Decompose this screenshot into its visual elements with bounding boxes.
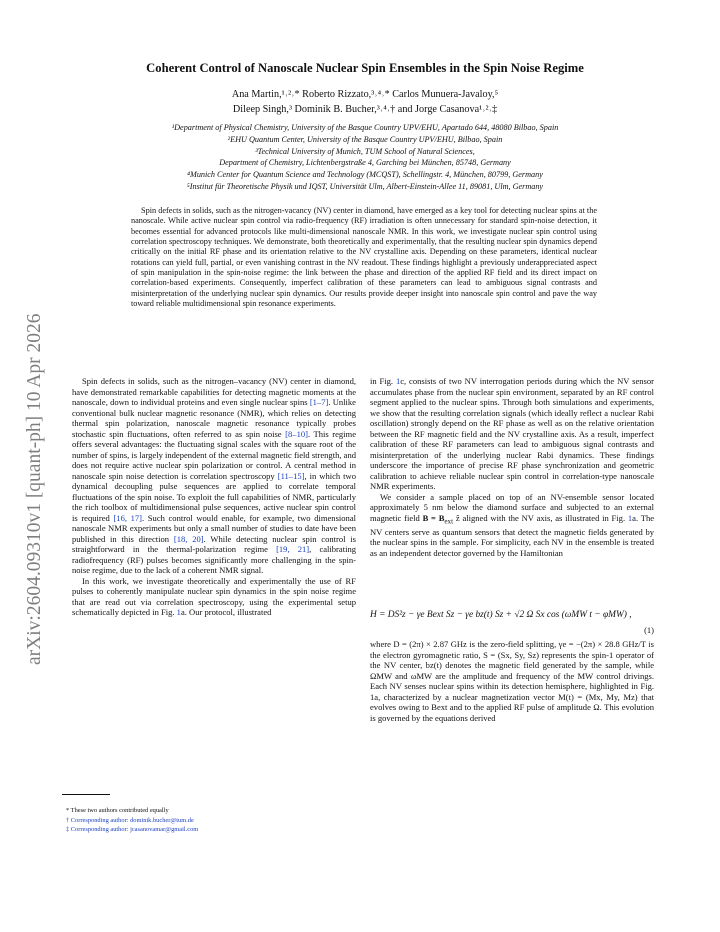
citation-link[interactable]: [8–10]: [285, 428, 308, 439]
author-line-1: Ana Martin,¹˒²˒* Roberto Rizzato,³˒⁴˒* Carlos Munuera-Javaloy,⁵: [231, 89, 499, 100]
arxiv-stamp: [10, 250, 50, 670]
affiliation-3-cont: Department of Chemistry, Lichtenbergstraße 4, Garching bei München, 85748, Germany: [219, 158, 511, 168]
citation-link[interactable]: [16, 17]: [113, 512, 143, 523]
footnotes: [66, 806, 326, 835]
equation-body: H = DS²z − γe Bext Sz − γe bz(t) Sz + √2 Ω Sx cos (ωMW t − φMW) ,: [370, 610, 632, 620]
right-paragraph-3: where D = (2π) × 2.87 GHz is the zero-field splitting, γe = −(2π) × 28.8 GHz/T is the electron gyromagnetic ratio, S = (Sx, Sy, Sz) represents the spin-1 operator of the NV center, bz(t) denotes the magnetic field generated by the sample, while ΩMW and ωMW are the amplitude and frequency of the MW control drivings. Each NV senses nuclear spins within its detection hemisphere, highlighted in Fig. 1a, characterized by a nuclear magnetization vector M(t) = (Mx, My, Mz) that evolves owing to Bext and to the applied RF pulse of amplitude Ω. This evolution is governed by the equations derived: [370, 639, 654, 723]
paper-title: Coherent Control of Nanoscale Nuclear Spin Ensembles in the Spin Noise Regime: [146, 61, 584, 75]
citation-link[interactable]: [18, 20]: [173, 533, 204, 544]
arxiv-id-text: arXiv:2604.09310v1 [quant-ph] 10 Apr 2026: [24, 313, 45, 665]
footnote-email-link[interactable]: † Corresponding author: dominik.bucher@tum.de: [66, 816, 194, 824]
right-paragraph-2: We consider a sample placed on top of an NV-ensemble sensor located approximately 5 nm below the diamond surface and subjected to an external magnetic field $B = B_{ext}$ ẑ aligned with the NV axis, as illustrated in Fig. 1a. The NV centers serve as quantum sensors that detect the magnetic fields generated by the nuclear spins in the sample. For simplicity, each NV in the ensemble is treated as an independent detector governed by the Hamiltonian: [370, 491, 655, 558]
citation-link[interactable]: [11–15]: [277, 470, 305, 481]
citation-link[interactable]: [19, 21]: [276, 544, 310, 554]
left-paragraph-1: Spin defects in solids, such as the nitrogen–vacancy (NV) center in diamond, have demonstrated remarkable capabilities for detecting magnetic moments at the nanoscale, down to individual proteins and even single nuclear spins [1–7]. Unlike conventional bulk nuclear magnetic resonance (NMR), which relies on detecting thermal spin polarization, nanoscale magnetic resonance typically probes stochastic spin fluctuations, often referred to as spin noise [8–10]. This regime offers several advantages: the fluctuating signal scales with the square root of the number of spins, is largely independent of the external magnetic field strength, and does not require active nuclear spin polarization or control. A central method in nanoscale spin noise detection is correlation spectroscopy [11–15], in which two dynamical decoupling pulse sequences are applied to correlate temporal fluctuations of the spin noise. To exploit the full capabilities of NMR, particularly the rich toolbox of multidimensional pulse sequences, active nuclear spin control is required [16, 17]. Such control would enable, for example, two dimensional nanoscale NMR experiments but only a small number of studies to date have been published in this direction [18, 20]. While detecting nuclear spin control is straightforward in the thermal-polarization regime [19, 21], calibrating radiofrequency (RF) pulses becomes significantly more challenging in the spin-noise regime, due to the lack of a coherent NMR signal.: [72, 376, 357, 575]
figure-link[interactable]: 1: [627, 512, 633, 523]
abstract: [131, 206, 597, 309]
right-paragraph-1: in Fig. 1c, consists of two NV interrogation periods during which the NV sensor accumulates phase from the nuclear spin environment, separated by an RF control segment applied to the nuclear spins. Through both simulations and experiments, we show that the resulting correlation signals (which ideally reflect a nuclear Rabi oscillation) strongly depend on the RF phase as well as on the relative orientation between the RF magnetic field and the NV crystalline axis. As a result, imperfect calibration of these RF parameters can lead to ambiguous signal contrasts and misinterpretation of the underlying nuclear Rabi dynamics. These findings underscore the importance of precise RF phase synchronization and geometric calibration to achieve reliable nuclear spin control in correlation-type nanoscale NMR experiments.: [370, 376, 654, 491]
arxiv-stamp-svg: [10, 250, 50, 670]
footnote-rule: [62, 794, 110, 795]
affiliation-2: ²EHU Quantum Center, University of the Basque Country UPV/EHU, Bilbao, Spain: [227, 134, 503, 144]
right-column: [370, 376, 654, 558]
figure-link[interactable]: 1: [176, 607, 181, 617]
affiliation-1: ¹Department of Physical Chemistry, University of the Basque Country UPV/EHU, Apartado 644, 48080 Bilbao, Spain: [171, 123, 559, 132]
author-line-2: Dileep Singh,³ Dominik B. Bucher,³˒⁴˒† and Jorge Casanova¹˒²˒‡: [232, 103, 498, 115]
equation-1: [370, 608, 654, 634]
left-column: [72, 376, 356, 618]
figure-link[interactable]: 1: [395, 376, 401, 386]
affiliation-3: ³Technical University of Munich, TUM School of Natural Sciences,: [255, 146, 475, 156]
citation-link[interactable]: [1–7]: [309, 397, 329, 407]
affiliation-4: ⁴Munich Center for Quantum Science and Technology (MCQST), Schellingstr. 4, München, 80799, Germany: [187, 170, 543, 180]
equation-number: (1): [644, 625, 654, 635]
left-paragraph-2: In this work, we investigate theoretically and experimentally the use of RF pulses to coherently manipulate nuclear spin dynamics in the spin noise regime that are read out via correlation spectroscopy, using the experimental setup schematically depicted in Fig. 1a. Our protocol, illustrated: [72, 575, 356, 617]
affiliation-5: ⁵Institut für Theoretische Physik und IQST, Universität Ulm, Albert-Einstein-Allee 11, 89081, Ulm, Germany: [186, 181, 544, 191]
author-list: [80, 88, 650, 117]
footnote-equal-contribution: * These two authors contributed equally: [66, 807, 169, 814]
right-column-continued: [370, 639, 654, 723]
footnote-email-link[interactable]: ‡ Corresponding author: jcasanovamar@gmail.com: [66, 826, 199, 834]
affiliation-list: [90, 122, 640, 193]
abstract-text: Spin defects in solids, such as the nitrogen-vacancy (NV) center in diamond, have emerged as a key tool for detecting nuclear spins at the nanoscale. While active nuclear spin control via radio-frequency (RF) irradiation is often unnecessary for standard spin-noise detection, it becomes essential for advanced protocols like multi-dimensional nanoscale NMR. In this work, we investigate nuclear spin control using correlation spectroscopy techniques. We demonstrate, both theoretically and experimentally, that the resulting nuclear spin dynamics depend critically on the initial RF phase and its orientation relative to the NV crystalline axis. Depending on these parameters, identical nuclear rotations can yield full, partial, or even vanishing contrast in the NV readout. These findings highlight a previously underappreciated aspect of spin manipulation in the spin-noise regime: the link between the phase and direction of the applied RF field and its direct impact on correlation-based experiments. Consequently, imperfect calibration of these parameters can lead to ambiguous signal contrasts and misinterpretation of the underlying nuclear spin dynamics. Our results provide deeper insight into nanoscale spin control and pave the way toward reliable multidimensional spin resonance experiments.: [131, 206, 597, 309]
